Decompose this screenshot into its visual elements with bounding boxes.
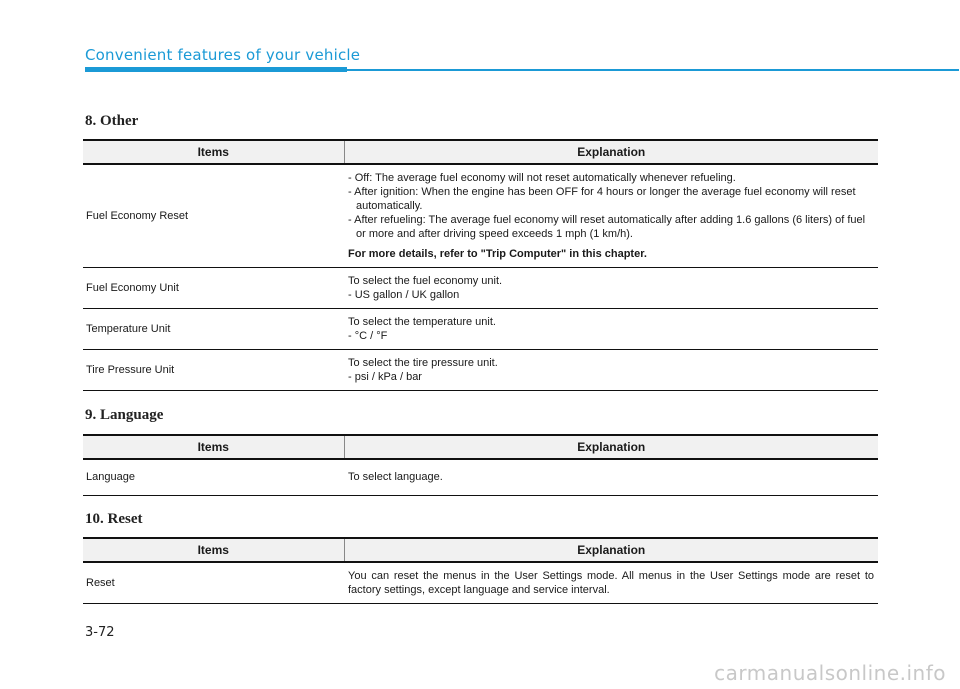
table-row bbox=[83, 350, 878, 391]
column-header-items: Items bbox=[83, 140, 344, 164]
section-title-other: 8. Other bbox=[85, 113, 139, 129]
item-name: Temperature Unit bbox=[83, 309, 344, 350]
column-header-explanation: Explanation bbox=[344, 435, 878, 459]
item-explanation: To select language. bbox=[344, 459, 878, 495]
language-settings-table bbox=[83, 434, 878, 496]
table-header-row bbox=[83, 435, 878, 459]
section-title-reset: 10. Reset bbox=[85, 511, 143, 527]
item-explanation bbox=[344, 268, 878, 309]
item-name: Tire Pressure Unit bbox=[83, 350, 344, 391]
column-header-explanation: Explanation bbox=[344, 538, 878, 562]
header-accent-bar bbox=[85, 67, 347, 72]
item-name: Fuel Economy Unit bbox=[83, 268, 344, 309]
table-header-row bbox=[83, 140, 878, 164]
explanation-line: - psi / kPa / bar bbox=[348, 371, 422, 383]
table-row bbox=[83, 309, 878, 350]
item-name: Language bbox=[83, 459, 344, 495]
page-number: 3-72 bbox=[85, 625, 115, 640]
column-header-items: Items bbox=[83, 538, 344, 562]
explanation-line: - After ignition: When the engine has been OFF for 4 hours or longer the average fuel economy will reset automatically. bbox=[348, 186, 856, 212]
header-rule bbox=[347, 69, 959, 71]
reset-settings-table bbox=[83, 537, 878, 604]
column-header-explanation: Explanation bbox=[344, 140, 878, 164]
section-title-language: 9. Language bbox=[85, 407, 164, 423]
column-header-items: Items bbox=[83, 435, 344, 459]
watermark: carmanualsonline.info bbox=[714, 661, 946, 685]
table-row bbox=[83, 562, 878, 604]
item-name: Fuel Economy Reset bbox=[83, 164, 344, 268]
explanation-line: - US gallon / UK gallon bbox=[348, 289, 460, 301]
other-settings-table bbox=[83, 139, 878, 391]
reference-note: For more details, refer to "Trip Computer" in this chapter. bbox=[348, 248, 647, 260]
explanation-line: To select the fuel economy unit. bbox=[348, 275, 503, 287]
explanation-line: To select the tire pressure unit. bbox=[348, 357, 498, 369]
table-row bbox=[83, 459, 878, 495]
page-header-title: Convenient features of your vehicle bbox=[85, 46, 361, 64]
item-name: Reset bbox=[83, 562, 344, 604]
explanation-line: - °C / °F bbox=[348, 330, 388, 342]
item-explanation bbox=[344, 164, 878, 268]
table-row bbox=[83, 164, 878, 268]
table-header-row bbox=[83, 538, 878, 562]
explanation-line: - Off: The average fuel economy will not reset automatically whenever refueling. bbox=[348, 172, 736, 184]
table-row bbox=[83, 268, 878, 309]
explanation-line: To select the temperature unit. bbox=[348, 316, 496, 328]
item-explanation bbox=[344, 309, 878, 350]
explanation-line: - After refueling: The average fuel economy will reset automatically after adding 1.6 gallons (6 liters) of fuel or more and after driving speed exceeds 1 mph (1 km/h). bbox=[348, 214, 866, 240]
item-explanation: You can reset the menus in the User Settings mode. All menus in the User Settings mode are reset to factory settings, except language and service interval. bbox=[344, 562, 878, 604]
item-explanation bbox=[344, 350, 878, 391]
